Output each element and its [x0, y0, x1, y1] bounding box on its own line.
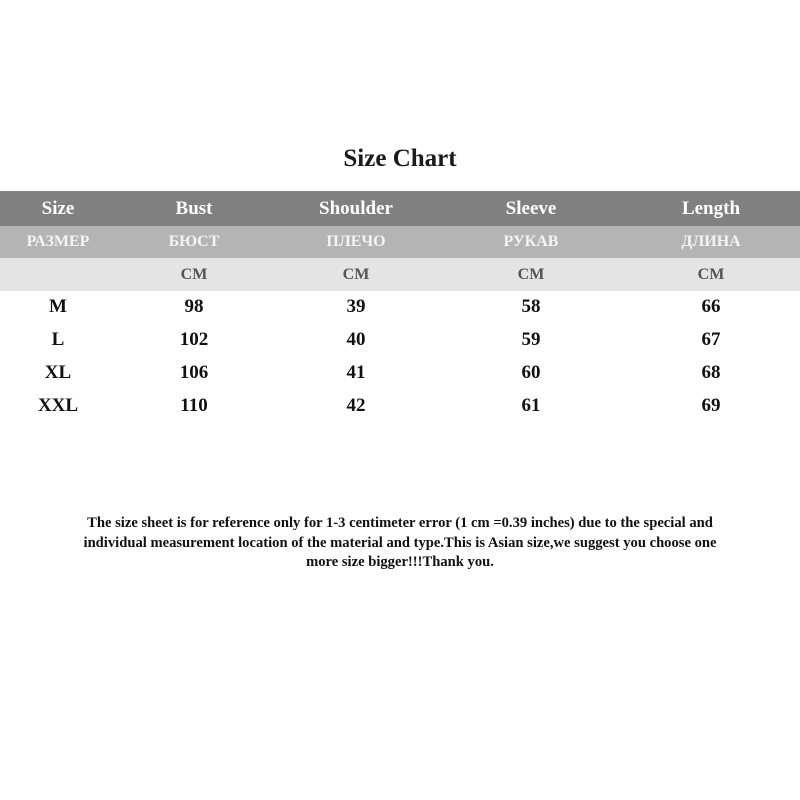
header-shoulder: Shoulder: [319, 197, 393, 219]
size-chart-table: [0, 191, 800, 422]
cell-length: 66: [701, 296, 721, 318]
table-row: [0, 291, 800, 324]
header-size-ru: РАЗМЕР: [26, 233, 90, 250]
page-title: Size Chart: [343, 145, 457, 172]
table-row: [0, 357, 800, 390]
cell-size: XXL: [37, 394, 79, 416]
disclaimer-line-3: more size bigger!!!Thank you.: [306, 554, 494, 570]
cell-shoulder: 39: [346, 296, 366, 318]
unit-length: CM: [697, 265, 725, 283]
unit-shoulder: CM: [342, 265, 370, 283]
cell-bust: 102: [179, 329, 209, 351]
cell-shoulder: 40: [346, 329, 366, 351]
cell-sleeve: 61: [521, 394, 541, 416]
header-row-english: [0, 191, 800, 226]
header-bust: Bust: [175, 197, 213, 219]
cell-bust: 98: [184, 296, 204, 318]
header-length: Length: [681, 197, 741, 219]
cell-length: 67: [701, 329, 721, 351]
header-length-ru: ДЛИНА: [681, 233, 741, 250]
cell-length: 68: [701, 361, 721, 383]
cell-sleeve: 59: [521, 329, 541, 351]
table-row: [0, 389, 800, 422]
cell-bust: 110: [180, 394, 208, 416]
cell-size: XL: [44, 361, 72, 383]
disclaimer-line-2: individual measurement location of the material and type.This is Asian size,we suggest you choose one: [83, 534, 717, 551]
cell-length: 69: [701, 394, 721, 416]
table-row: [0, 324, 800, 357]
cell-bust: 106: [179, 361, 209, 383]
cell-size: M: [49, 296, 67, 318]
header-sleeve: Sleeve: [505, 197, 557, 219]
header-row-units: [0, 258, 800, 291]
cell-sleeve: 60: [521, 361, 541, 383]
header-row-russian: [0, 226, 800, 258]
cell-shoulder: 41: [346, 361, 366, 383]
cell-sleeve: 58: [521, 296, 541, 318]
header-sleeve-ru: РУКАВ: [503, 233, 559, 250]
disclaimer-line-1: The size sheet is for reference only for 1-3 centimeter error (1 cm =0.39 inches) due to the special and: [87, 515, 713, 531]
header-bust-ru: БЮСТ: [168, 233, 220, 250]
header-shoulder-ru: ПЛЕЧО: [326, 233, 386, 250]
header-size: Size: [41, 197, 75, 219]
cell-size: L: [51, 329, 65, 351]
size-disclaimer: [0, 514, 800, 573]
unit-bust: CM: [180, 265, 208, 283]
unit-sleeve: CM: [517, 265, 545, 283]
cell-shoulder: 42: [346, 394, 366, 416]
